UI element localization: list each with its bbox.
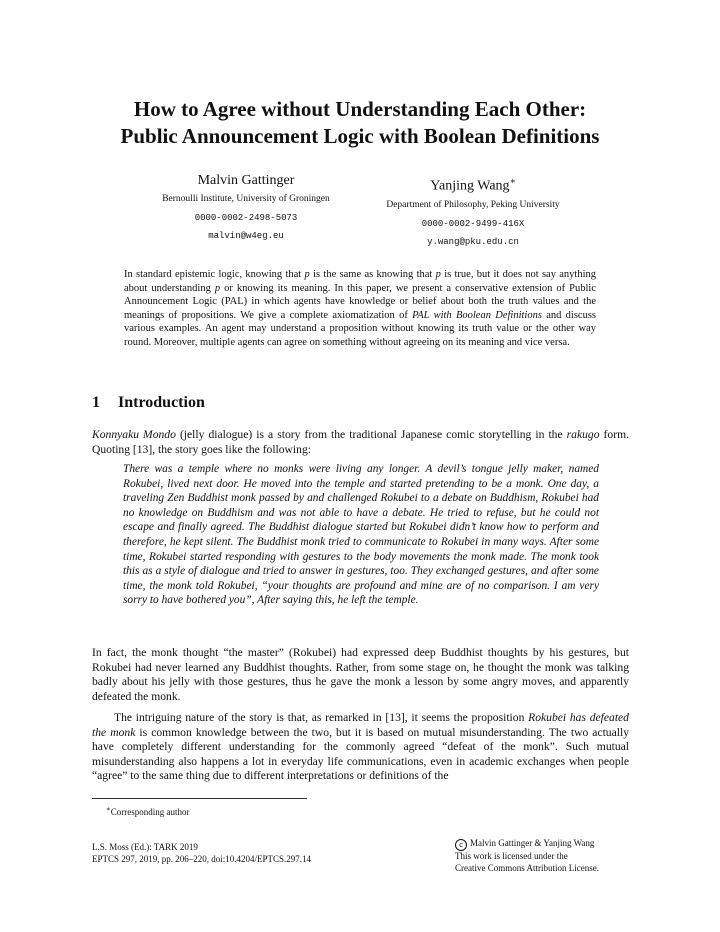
footer-publication-info	[92, 842, 311, 865]
abstract	[124, 268, 596, 350]
author-email[interactable]: malvin@w4eg.eu	[208, 231, 284, 241]
author-affiliation: Department of Philosophy, Peking University	[386, 199, 560, 210]
license-link[interactable]: Creative Commons Attribution License.	[455, 862, 599, 873]
abstract-text: In standard epistemic logic, knowing that	[124, 269, 305, 280]
footnote	[106, 803, 190, 818]
author-block-1	[116, 172, 376, 243]
corresponding-marker: ∗	[509, 176, 516, 186]
emphasis: Konnyaku Mondo	[92, 428, 176, 441]
author-name: Malvin Gattinger	[197, 173, 295, 188]
abstract-text: and discuss various examples. An agent may understand a proposition without knowing its truth value or the other way round. Moreover, multiple agents can agree on something without agreeing on its meaning and vice versa.	[124, 309, 597, 348]
abstract-variable: p	[214, 282, 221, 294]
abstract-variable: p	[304, 269, 310, 280]
author-email[interactable]: y.wang@pku.edu.cn	[427, 236, 519, 247]
abstract-text: is the same as knowing that	[309, 269, 436, 280]
intro-paragraph-1	[92, 428, 629, 457]
author-block-2	[342, 172, 604, 249]
author-name-line	[342, 172, 604, 196]
footnote-text: Corresponding author	[110, 807, 190, 817]
author-orcid[interactable]: 0000-0002-9499-416X	[421, 218, 525, 229]
emphasis: Rokubei has defeated the monk	[92, 711, 629, 739]
abstract-variable: p	[435, 269, 441, 280]
section-title: Introduction	[118, 394, 205, 411]
emphasis: rakugo	[566, 428, 600, 441]
abstract-text: is true, but it does not say anything about understanding	[124, 269, 596, 294]
intro-paragraph-2: In fact, the monk thought “the master” (Rokubei) had expressed deep Buddhist thoughts by his gestures, but Rokubei had never learned any Buddhist thoughts. Rather, from some stage on, he thought the monk was talking badly about his jelly with those gestures, thus he gave the monk a lesson by some angry moves, and apparently defeated the monk.	[92, 646, 629, 703]
body-text: (jelly dialogue) is a story from the traditional Japanese comic storytelling in the	[175, 428, 567, 441]
license-line: This work is licensed under the	[455, 851, 568, 861]
author-name: Yanjing Wang	[430, 178, 510, 194]
block-quote: There was a temple where no monks were living any longer. A devil’s tongue jelly maker, named Rokubei, lived next door. He moved into the temple and started pretending to be a monk. One day, a traveling Zen Buddhist monk passed by and challenged Rokubei to a debate on Buddhism, Rokubei had no knowledge on Buddhism and was not able to have a debate. He tried to refuse, but he could not escape and finally agreed. The Buddhist dialogue started but Rokubei didn’t know how to perform and therefore, he kept silent. The Buddhist monk tried to communicate to Rokubei in many ways. After some time, Rokubei started responding with gestures to the body movements the monk made. The monk took this as a style of dialogue and tried to answer in gestures, too. They exchanged gestures, and after some time, the monk told Rokubei, “your thoughts are profound and mine are of no comparison. I am very sorry to have bothered you”, After saying this, he left the temple.	[123, 463, 599, 607]
section-number: 1	[92, 394, 100, 411]
copyright-line	[455, 838, 599, 851]
author-orcid[interactable]: 0000-0002-2498-5073	[194, 213, 298, 223]
abstract-emphasis: PAL with Boolean Definitions	[412, 309, 542, 321]
footer-line: L.S. Moss (Ed.): TARK 2019	[92, 842, 198, 852]
section-heading	[92, 393, 205, 413]
title-line-1: How to Agree without Understanding Each Other:	[133, 97, 587, 121]
footnote-marker: ∗	[106, 805, 111, 813]
footer-license	[455, 838, 599, 874]
copyright-holders: Malvin Gattinger & Yanjing Wang	[470, 838, 595, 848]
footnote-rule	[92, 798, 307, 799]
body-text: form. Quoting [13], the story goes like the following:	[92, 428, 629, 456]
title-line-2: Public Announcement Logic with Boolean Definitions	[120, 124, 600, 148]
abstract-text: or knowing its meaning. In this paper, we present a conservative extension of Public Announcement Logic (PAL) in which agents have knowledge or belief about both the truth values and the meanings of propositions. We give a complete axiomatization of	[124, 282, 596, 321]
copyright-icon: c	[455, 839, 467, 851]
intro-paragraph-3	[92, 711, 629, 784]
paper-title	[0, 96, 720, 150]
body-text: The intriguing nature of the story is that, as remarked in [13], it seems the proposition	[114, 711, 529, 724]
footer-line: EPTCS 297, 2019, pp. 206–220, doi:10.4204/EPTCS.297.14	[92, 853, 312, 864]
body-text: is common knowledge between the two, but it is based on mutual misunderstanding. The two actually have completely different understanding for the commonly agreed “defeat of the monk”. Such mutual misunderstanding also happens a lot in everyday life communications, even in academic exchanges when people “agree” to the same thing due to different interpretations or definitions of the	[92, 725, 629, 783]
author-affiliation: Bernoulli Institute, University of Groningen	[162, 194, 330, 204]
